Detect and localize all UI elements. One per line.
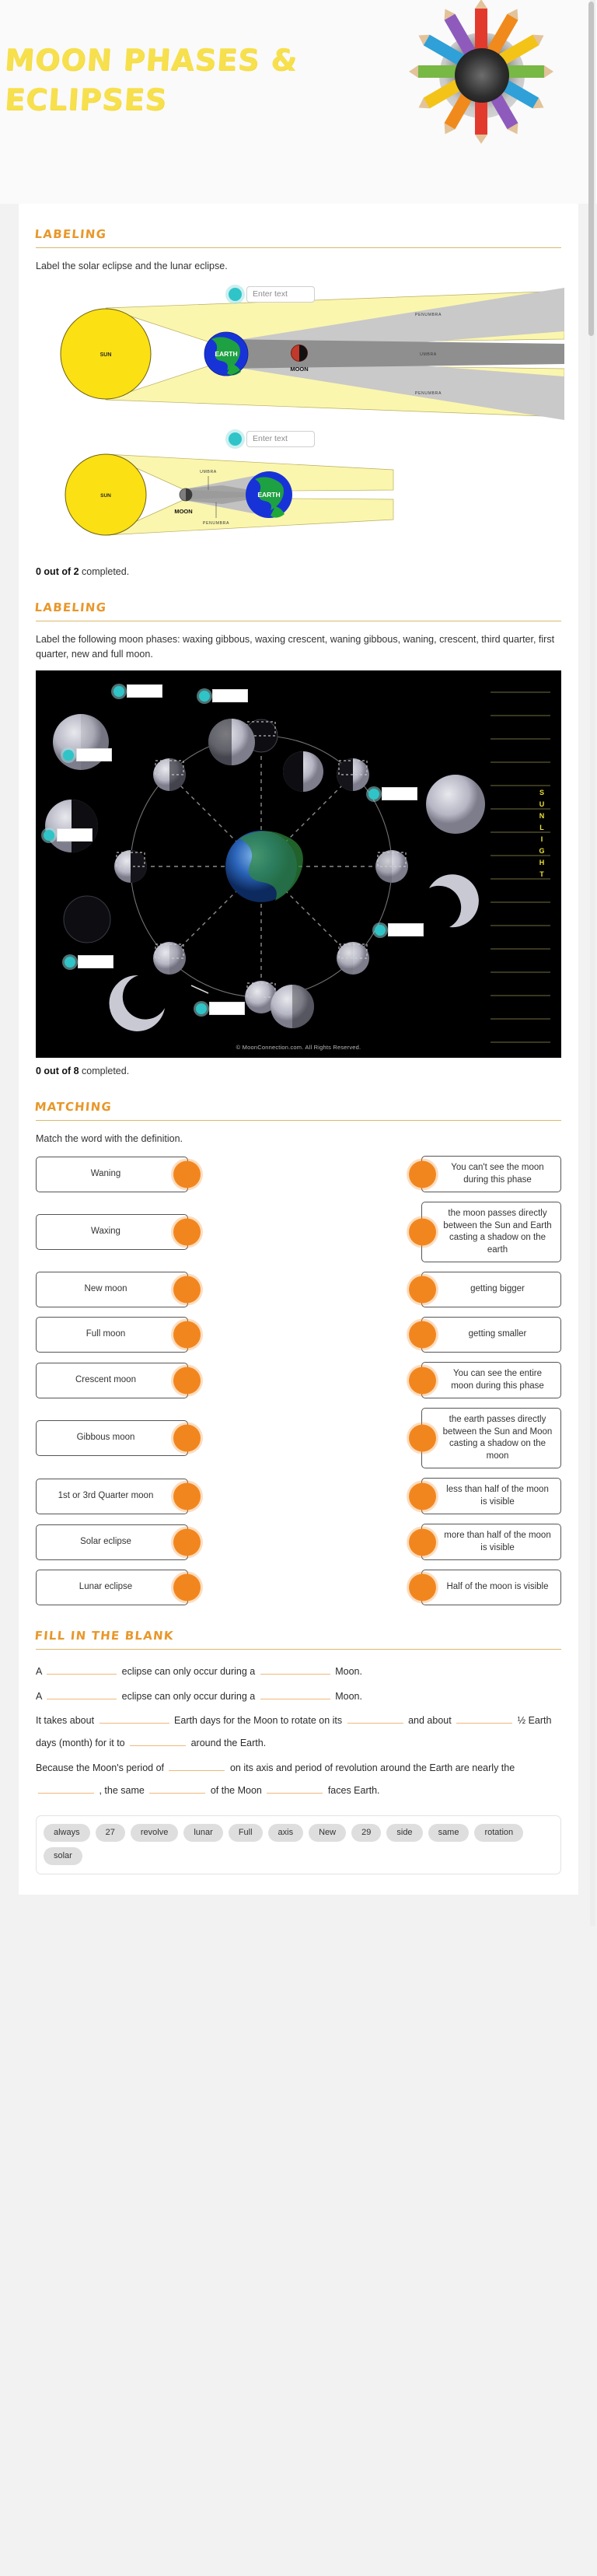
match-def-label: You can't see the moon during this phase [451, 1163, 544, 1185]
match-term-label: New moon [84, 1284, 127, 1294]
word-bank-chip[interactable]: 29 [351, 1824, 381, 1842]
match-def-label: getting smaller [468, 1329, 527, 1339]
moon-phases-diagram [36, 670, 561, 1058]
progress-count: 0 out of 2 [36, 565, 79, 577]
fib-blank-2b[interactable] [260, 1688, 330, 1699]
fib-body [36, 1661, 561, 1802]
match-term-5[interactable] [36, 1420, 188, 1456]
section-labeling-phases [19, 577, 578, 1077]
match-connector-knob[interactable] [173, 1574, 201, 1601]
fib-blank-1b[interactable] [260, 1663, 330, 1675]
match-row [36, 1202, 561, 1262]
fib-text: faces Earth. [327, 1785, 380, 1797]
match-def-label: less than half of the moon is visible [446, 1485, 549, 1507]
answer-marker-icon[interactable] [375, 925, 386, 936]
fib-text: A [36, 1666, 42, 1678]
match-connector-knob[interactable] [409, 1574, 436, 1601]
fib-text: Moon. [335, 1690, 362, 1702]
match-def-8[interactable] [421, 1570, 561, 1605]
svg-text:PENUMBRA: PENUMBRA [414, 312, 442, 317]
match-connector-knob[interactable] [409, 1528, 436, 1556]
title-line-1: MOON PHASES & [3, 43, 299, 77]
fib-blank-4b[interactable] [38, 1782, 94, 1794]
progress-eclipse [36, 566, 561, 577]
match-term-label: Crescent moon [75, 1374, 136, 1384]
match-term-3[interactable] [36, 1317, 188, 1353]
word-bank-chip[interactable]: New [309, 1824, 346, 1842]
match-def-0[interactable] [421, 1156, 561, 1192]
fib-text: , the same [99, 1785, 145, 1797]
svg-text:MOON: MOON [174, 507, 193, 515]
fib-text: eclipse can only occur during a [121, 1666, 256, 1678]
section-heading: FILL IN THE BLANK [33, 1629, 175, 1643]
match-connector-knob[interactable] [409, 1482, 436, 1510]
progress-phases [36, 1066, 561, 1076]
fib-blank-4c[interactable] [149, 1782, 205, 1794]
pencil-cup-icon [407, 6, 554, 150]
match-term-2[interactable] [36, 1272, 188, 1307]
match-row [36, 1317, 561, 1353]
match-term-label: Waxing [91, 1227, 120, 1237]
phase-input-4[interactable] [382, 787, 417, 800]
match-connector-knob[interactable] [173, 1367, 201, 1394]
match-term-1[interactable] [36, 1214, 188, 1250]
match-connector-knob[interactable] [173, 1482, 201, 1510]
lunar-eclipse-diagram [36, 283, 561, 425]
match-def-7[interactable] [421, 1524, 561, 1560]
progress-suffix: completed. [79, 565, 130, 577]
match-def-label: the earth passes directly between the Sun and Moon casting a shadow on the moon [442, 1415, 553, 1461]
match-term-label: 1st or 3rd Quarter moon [58, 1490, 154, 1500]
match-connector-knob[interactable] [409, 1425, 436, 1452]
fib-blank-1a[interactable] [47, 1663, 117, 1675]
match-def-4[interactable] [421, 1362, 561, 1398]
match-connector-knob[interactable] [409, 1276, 436, 1304]
scrollbar-track[interactable] [590, 0, 595, 1926]
match-connector-knob[interactable] [173, 1276, 201, 1304]
word-bank-chip[interactable]: same [428, 1824, 470, 1842]
match-def-label: more than half of the moon is visible [444, 1531, 551, 1552]
eclipse-answer-1[interactable] [229, 286, 315, 303]
fib-text: on its axis and period of revolution around the Earth are nearly the [229, 1762, 515, 1773]
match-connector-knob[interactable] [409, 1367, 436, 1394]
svg-text:PENUMBRA: PENUMBRA [202, 520, 230, 526]
instruction-text: Label the following moon phases: waxing gibbous, waxing crescent, waning gibbous, waning, crescent, third quarter, first quarter, new and full moon. [36, 633, 555, 660]
phase-input-5[interactable] [57, 828, 93, 842]
answer-marker-icon[interactable] [229, 432, 242, 446]
answer-input-2[interactable]: Enter text [246, 431, 315, 447]
fib-text: A [36, 1690, 42, 1702]
phase-answer-8[interactable] [196, 1002, 245, 1015]
match-term-label: Waning [90, 1168, 121, 1178]
fib-blank-2a[interactable] [47, 1688, 117, 1699]
matching-grid [36, 1156, 561, 1605]
word-bank-chip[interactable]: side [386, 1824, 422, 1842]
solar-eclipse-diagram [36, 425, 561, 558]
section-labeling-eclipse [19, 204, 578, 577]
svg-text:UMBRA: UMBRA [200, 469, 217, 474]
word-bank-chip[interactable]: lunar [183, 1824, 222, 1842]
worksheet-card [19, 204, 578, 1895]
fib-text: Moon. [335, 1666, 362, 1678]
title-line-2: ECLIPSES [3, 82, 169, 117]
fib-sentence-3 [36, 1710, 561, 1755]
svg-text:PENUMBRA: PENUMBRA [414, 390, 442, 396]
word-bank-chip[interactable]: axis [268, 1824, 304, 1842]
fib-text: eclipse can only occur during a [121, 1690, 256, 1702]
section-heading: MATCHING [33, 1100, 113, 1115]
match-row [36, 1362, 561, 1398]
fib-text: It takes about [36, 1715, 95, 1726]
match-term-label: Solar eclipse [80, 1536, 131, 1546]
svg-text:EARTH: EARTH [215, 349, 238, 358]
match-term-6[interactable] [36, 1479, 188, 1514]
match-row [36, 1156, 561, 1192]
phase-answer-7[interactable] [65, 955, 113, 968]
answer-marker-icon[interactable] [199, 691, 210, 702]
match-connector-knob[interactable] [173, 1160, 201, 1188]
word-bank-chip[interactable]: rotation [474, 1824, 523, 1842]
section-heading: LABELING [33, 227, 107, 241]
phase-answer-4[interactable] [368, 787, 417, 800]
match-connector-knob[interactable] [173, 1425, 201, 1452]
match-connector-knob[interactable] [173, 1219, 201, 1246]
sunlight-label: S U N L I G H T [539, 789, 545, 879]
image-credit: © MoonConnection.com. All Rights Reserved. [236, 1044, 361, 1052]
fib-text: ½ Earth days (month) for it to [36, 1715, 552, 1749]
fib-blank-4d[interactable] [267, 1782, 323, 1794]
page-title [5, 40, 409, 121]
fib-text: of the Moon [210, 1785, 262, 1797]
instruction-text: Label the solar eclipse and the lunar eclipse. [36, 261, 228, 271]
match-row [36, 1570, 561, 1605]
match-connector-knob[interactable] [409, 1160, 436, 1188]
match-term-0[interactable] [36, 1157, 188, 1192]
progress-suffix: completed. [79, 1066, 130, 1077]
fib-blank-3d[interactable] [130, 1734, 186, 1746]
match-connector-knob[interactable] [173, 1321, 201, 1349]
match-term-label: Full moon [86, 1329, 126, 1339]
match-def-label: Half of the moon is visible [446, 1582, 549, 1592]
answer-marker-icon[interactable] [65, 957, 75, 968]
fib-text: and about [408, 1715, 452, 1726]
match-def-1[interactable] [421, 1202, 561, 1262]
match-def-label: getting bigger [470, 1284, 525, 1294]
match-term-label: Gibbous moon [76, 1433, 135, 1443]
match-def-5[interactable] [421, 1408, 561, 1468]
phase-input-3[interactable] [76, 748, 112, 761]
divider [36, 1120, 561, 1121]
phase-answer-3[interactable] [63, 748, 112, 761]
phase-input-8[interactable] [209, 1002, 245, 1015]
word-bank-chip[interactable]: revolve [131, 1824, 178, 1842]
match-def-3[interactable] [421, 1317, 561, 1353]
fib-text: Because the Moon's period of [36, 1762, 164, 1773]
section-heading: LABELING [33, 600, 107, 614]
match-term-8[interactable] [36, 1570, 188, 1605]
answer-marker-icon[interactable] [63, 750, 74, 761]
phase-answer-2[interactable] [199, 689, 248, 702]
progress-count: 0 out of 8 [36, 1066, 79, 1077]
match-row [36, 1408, 561, 1468]
svg-text:UMBRA: UMBRA [420, 352, 437, 357]
word-bank-chip[interactable]: always [44, 1824, 90, 1842]
answer-marker-icon[interactable] [196, 1003, 207, 1014]
match-def-2[interactable] [421, 1272, 561, 1307]
worksheet-header [0, 0, 597, 204]
match-term-7[interactable] [36, 1524, 188, 1560]
fib-blank-3a[interactable] [100, 1712, 169, 1724]
match-connector-knob[interactable] [409, 1321, 436, 1349]
svg-text:MOON: MOON [290, 365, 309, 373]
divider [36, 1649, 561, 1650]
match-def-label: the moon passes directly between the Sun and Earth casting a shadow on the earth [443, 1209, 552, 1255]
svg-text:EARTH: EARTH [257, 490, 281, 499]
match-row [36, 1478, 561, 1514]
phase-input-2[interactable] [212, 689, 248, 702]
fib-blank-3c[interactable] [456, 1712, 512, 1724]
fib-blank-3b[interactable] [347, 1712, 403, 1724]
answer-marker-icon[interactable] [229, 288, 242, 301]
word-bank-chip[interactable]: Full [229, 1824, 263, 1842]
phase-input-6[interactable] [388, 923, 424, 936]
phase-answer-5[interactable] [44, 828, 93, 842]
lunar-eclipse-svg [36, 283, 564, 425]
section-fill-in-the-blank [19, 1605, 578, 1874]
word-bank [36, 1815, 561, 1874]
svg-text:SUN: SUN [100, 492, 111, 499]
fib-sentence-2 [36, 1685, 561, 1708]
fib-text: Earth days for the Moon to rotate on its [174, 1715, 343, 1726]
answer-marker-icon[interactable] [44, 830, 54, 841]
phase-input-7[interactable] [78, 955, 113, 968]
phase-input-1[interactable] [127, 684, 162, 698]
match-def-label: You can see the entire moon during this phase [451, 1369, 544, 1391]
match-row [36, 1272, 561, 1307]
match-connector-knob[interactable] [409, 1219, 436, 1246]
eclipse-answer-2[interactable] [229, 431, 315, 447]
section-matching [19, 1076, 578, 1605]
match-term-4[interactable] [36, 1363, 188, 1398]
instruction-text: Match the word with the definition. [36, 1133, 183, 1145]
match-row [36, 1524, 561, 1560]
match-term-label: Lunar eclipse [79, 1582, 133, 1592]
phase-answer-6[interactable] [375, 923, 424, 936]
word-bank-chip[interactable]: solar [44, 1847, 82, 1865]
match-connector-knob[interactable] [173, 1528, 201, 1556]
moon-phases-svg [36, 670, 561, 1058]
answer-marker-icon[interactable] [113, 686, 124, 697]
fib-blank-4a[interactable] [169, 1759, 225, 1771]
divider [36, 247, 561, 248]
match-def-6[interactable] [421, 1478, 561, 1514]
fib-sentence-1 [36, 1661, 561, 1683]
scrollbar-thumb[interactable] [588, 2, 594, 336]
phase-answer-1[interactable] [113, 684, 162, 698]
answer-input-1[interactable]: Enter text [246, 286, 315, 303]
svg-text:SUN: SUN [100, 352, 112, 358]
word-bank-chip[interactable]: 27 [96, 1824, 125, 1842]
fib-text: around the Earth. [190, 1738, 267, 1749]
fib-sentence-4 [36, 1757, 561, 1803]
answer-marker-icon[interactable] [368, 789, 379, 800]
